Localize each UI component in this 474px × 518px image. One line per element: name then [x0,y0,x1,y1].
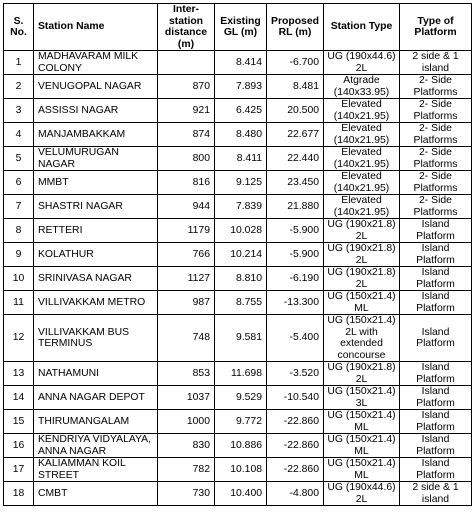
cell-proposed-rl: -10.540 [267,386,324,410]
cell-proposed-rl: 23.450 [267,171,324,195]
header-existing-gl: Existing GL (m) [215,4,267,51]
table-row [4,51,472,75]
cell-sno: 11 [4,291,34,315]
cell-inter-station-distance: 766 [158,243,215,267]
cell-station-name: NATHAMUNI [34,362,158,386]
cell-existing-gl: 10.108 [215,458,267,482]
cell-existing-gl: 6.425 [215,99,267,123]
header-station-name: Station Name [34,4,158,51]
table-row [4,410,472,434]
table-row [4,291,472,315]
cell-platform-type: 2 side & 1 island [400,51,472,75]
cell-station-name: THIRUMANGALAM [34,410,158,434]
cell-inter-station-distance: 730 [158,482,215,506]
cell-station-type: Elevated (140x21.95) [324,147,400,171]
cell-station-type: Elevated (140x21.95) [324,99,400,123]
cell-station-type: UG (190x21.8) 2L [324,362,400,386]
cell-sno: 9 [4,243,34,267]
cell-station-name: MANJAMBAKKAM [34,123,158,147]
table-row [4,386,472,410]
cell-station-type: UG (190x21.8) 2L [324,243,400,267]
cell-station-type: UG (150x21.4) 3L [324,386,400,410]
cell-sno: 10 [4,267,34,291]
cell-inter-station-distance: 944 [158,195,215,219]
cell-sno: 4 [4,123,34,147]
cell-station-type: UG (190x44.6) 2L [324,482,400,506]
cell-existing-gl: 9.772 [215,410,267,434]
table-row [4,458,472,482]
cell-proposed-rl: -4.800 [267,482,324,506]
table-row [4,315,472,362]
cell-sno: 18 [4,482,34,506]
cell-sno: 15 [4,410,34,434]
table-row [4,267,472,291]
table-row [4,147,472,171]
table-row [4,99,472,123]
cell-station-type: Atgrade (140x33.95) [324,75,400,99]
cell-station-name: MMBT [34,171,158,195]
cell-sno: 16 [4,434,34,458]
cell-platform-type: 2- Side Platforms [400,99,472,123]
cell-proposed-rl: -5.400 [267,315,324,362]
cell-platform-type: Island Platform [400,386,472,410]
table-row [4,243,472,267]
cell-inter-station-distance: 800 [158,147,215,171]
cell-proposed-rl: 20.500 [267,99,324,123]
cell-station-type: Elevated (140x21.95) [324,195,400,219]
cell-platform-type: 2- Side Platforms [400,171,472,195]
table-row [4,75,472,99]
cell-existing-gl: 8.480 [215,123,267,147]
cell-platform-type: 2 side & 1 island [400,482,472,506]
cell-platform-type: Island Platform [400,291,472,315]
cell-station-name: KENDRIYA VIDYALAYA, ANNA NAGAR [34,434,158,458]
cell-existing-gl: 10.886 [215,434,267,458]
cell-station-type: UG (150x21.4) ML [324,434,400,458]
cell-station-type: Elevated (140x21.95) [324,123,400,147]
cell-station-name: VILLIVAKKAM BUS TERMINUS [34,315,158,362]
header-inter-station-distance: Inter-station distance (m) [158,4,215,51]
cell-proposed-rl: 22.440 [267,147,324,171]
cell-station-name: ANNA NAGAR DEPOT [34,386,158,410]
cell-inter-station-distance: 1127 [158,267,215,291]
cell-inter-station-distance: 1179 [158,219,215,243]
cell-platform-type: 2- Side Platforms [400,195,472,219]
table-row [4,219,472,243]
cell-inter-station-distance: 816 [158,171,215,195]
cell-station-name: SHASTRI NAGAR [34,195,158,219]
cell-station-type: UG (190x21.8) 2L [324,219,400,243]
cell-station-name: KALIAMMAN KOIL STREET [34,458,158,482]
cell-proposed-rl: -5.900 [267,243,324,267]
cell-inter-station-distance: 921 [158,99,215,123]
cell-inter-station-distance: 1037 [158,386,215,410]
cell-sno: 14 [4,386,34,410]
cell-station-type: UG (150x21.4) ML [324,458,400,482]
cell-proposed-rl: -6.190 [267,267,324,291]
cell-platform-type: Island Platform [400,458,472,482]
cell-station-name: VELUMURUGAN NAGAR [34,147,158,171]
cell-existing-gl: 11.698 [215,362,267,386]
cell-station-type: UG (190x21.8) 2L [324,267,400,291]
cell-platform-type: Island Platform [400,219,472,243]
cell-existing-gl: 10.214 [215,243,267,267]
table-row [4,171,472,195]
cell-station-name: SRINIVASA NAGAR [34,267,158,291]
cell-proposed-rl: 8.481 [267,75,324,99]
cell-existing-gl: 8.755 [215,291,267,315]
cell-platform-type: Island Platform [400,434,472,458]
table-row [4,434,472,458]
cell-sno: 3 [4,99,34,123]
cell-inter-station-distance: 987 [158,291,215,315]
cell-platform-type: Island Platform [400,243,472,267]
table-row [4,123,472,147]
cell-sno: 17 [4,458,34,482]
cell-inter-station-distance: 830 [158,434,215,458]
cell-station-type: UG (190x44.6) 2L [324,51,400,75]
cell-station-name: RETTERI [34,219,158,243]
cell-sno: 12 [4,315,34,362]
cell-inter-station-distance: 874 [158,123,215,147]
cell-station-name: CMBT [34,482,158,506]
cell-platform-type: 2- Side Platforms [400,75,472,99]
cell-inter-station-distance: 748 [158,315,215,362]
cell-platform-type: 2- Side Platforms [400,123,472,147]
table-row [4,482,472,506]
cell-proposed-rl: 22.677 [267,123,324,147]
cell-existing-gl: 8.411 [215,147,267,171]
cell-station-type: Elevated (140x21.95) [324,171,400,195]
header-platform-type: Type of Platform [400,4,472,51]
cell-inter-station-distance [158,51,215,75]
cell-station-name: VENUGOPAL NAGAR [34,75,158,99]
cell-proposed-rl: -6.700 [267,51,324,75]
cell-station-name: KOLATHUR [34,243,158,267]
table-row [4,362,472,386]
cell-sno: 13 [4,362,34,386]
header-sno: S. No. [4,4,34,51]
cell-existing-gl: 9.125 [215,171,267,195]
cell-station-type: UG (150x21.4) ML [324,410,400,434]
cell-platform-type: Island Platform [400,315,472,362]
cell-sno: 7 [4,195,34,219]
cell-platform-type: 2- Side Platforms [400,147,472,171]
header-proposed-rl: Proposed RL (m) [267,4,324,51]
cell-station-name: VILLIVAKKAM METRO [34,291,158,315]
header-station-type: Station Type [324,4,400,51]
cell-sno: 6 [4,171,34,195]
cell-existing-gl: 7.893 [215,75,267,99]
cell-existing-gl: 9.581 [215,315,267,362]
cell-platform-type: Island Platform [400,267,472,291]
cell-station-type: UG (150x21.4) 2L with extended concourse [324,315,400,362]
cell-existing-gl: 8.414 [215,51,267,75]
cell-inter-station-distance: 870 [158,75,215,99]
cell-inter-station-distance: 853 [158,362,215,386]
cell-station-name: MADHAVARAM MILK COLONY [34,51,158,75]
cell-existing-gl: 9.529 [215,386,267,410]
cell-proposed-rl: 21.880 [267,195,324,219]
cell-existing-gl: 10.400 [215,482,267,506]
cell-platform-type: Island Platform [400,362,472,386]
cell-proposed-rl: -22.860 [267,434,324,458]
cell-sno: 5 [4,147,34,171]
cell-platform-type: Island Platform [400,410,472,434]
cell-existing-gl: 7.839 [215,195,267,219]
cell-existing-gl: 10.028 [215,219,267,243]
cell-inter-station-distance: 782 [158,458,215,482]
cell-inter-station-distance: 1000 [158,410,215,434]
cell-station-type: UG (150x21.4) ML [324,291,400,315]
table-body [4,51,472,506]
cell-proposed-rl: -5.900 [267,219,324,243]
cell-proposed-rl: -22.860 [267,458,324,482]
cell-station-name: ASSISSI NAGAR [34,99,158,123]
cell-proposed-rl: -22.860 [267,410,324,434]
cell-sno: 8 [4,219,34,243]
cell-sno: 1 [4,51,34,75]
cell-proposed-rl: -13.300 [267,291,324,315]
header-row [4,4,472,51]
cell-existing-gl: 8.810 [215,267,267,291]
cell-sno: 2 [4,75,34,99]
table-row [4,195,472,219]
station-table [3,3,472,506]
cell-proposed-rl: -3.520 [267,362,324,386]
